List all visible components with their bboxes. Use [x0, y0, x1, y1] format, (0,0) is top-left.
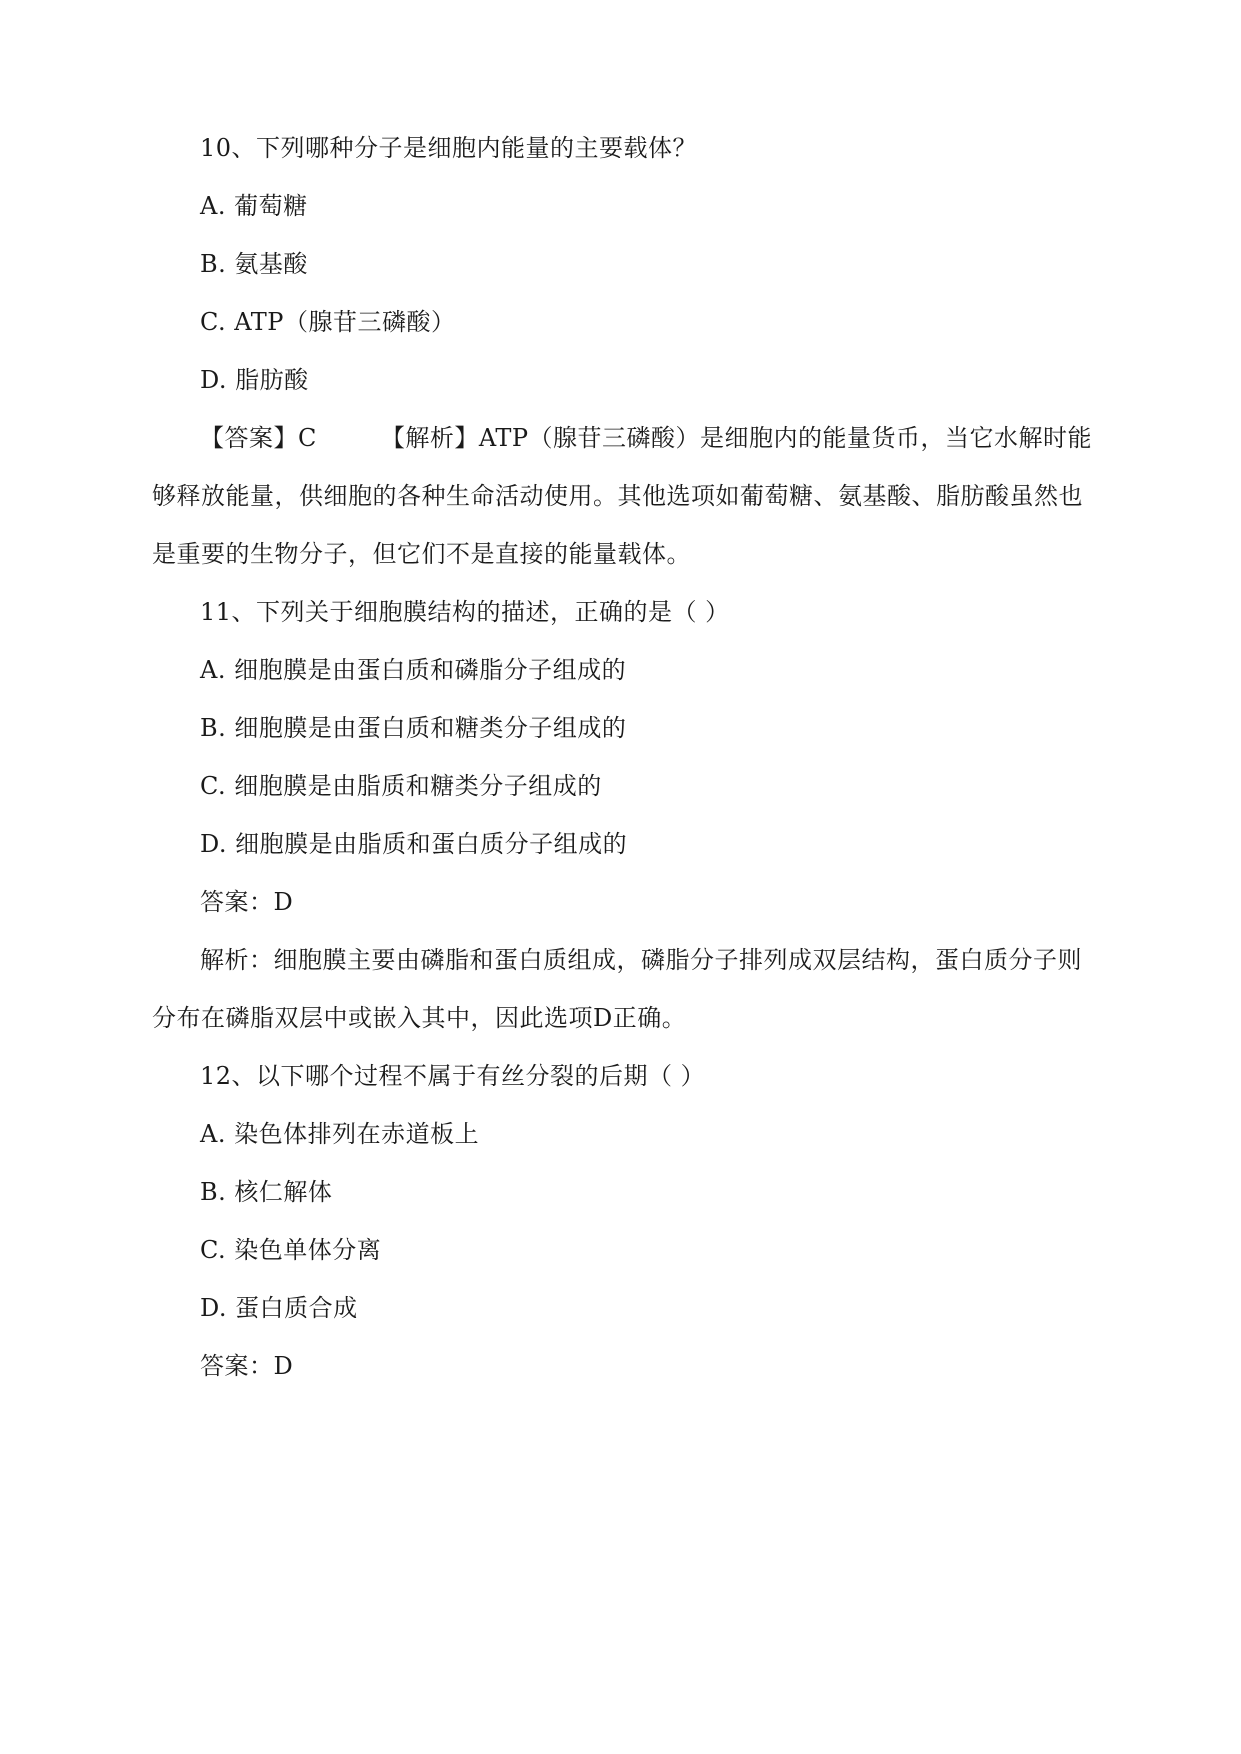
question-11-option-d: D. 细胞膜是由脂质和蛋白质分子组成的 — [200, 830, 628, 858]
question-10-explanation-line-2: 够释放能量，供细胞的各种生命活动使用。其他选项如葡萄糖、氨基酸、脂肪酸虽然也 — [152, 482, 1083, 510]
question-10-stem: 10、下列哪种分子是细胞内能量的主要载体？ — [200, 134, 698, 162]
question-11-explanation-line-1: 解析：细胞膜主要由磷脂和蛋白质组成，磷脂分子排列成双层结构，蛋白质分子则 — [200, 946, 1082, 974]
question-11-option-a: A. 细胞膜是由蛋白质和磷脂分子组成的 — [200, 656, 627, 684]
question-12-answer: 答案：D — [200, 1352, 294, 1380]
question-12-stem: 12、以下哪个过程不属于有丝分裂的后期（ ） — [200, 1062, 706, 1090]
question-10-answer-line — [200, 423, 1092, 453]
question-12-option-a: A. 染色体排列在赤道板上 — [200, 1120, 480, 1148]
question-10-answer: 【答案】C — [200, 424, 317, 452]
question-10-option-c: C. ATP（腺苷三磷酸） — [200, 308, 456, 336]
question-10-option-a: A. 葡萄糖 — [200, 192, 308, 220]
question-12-option-d: D. 蛋白质合成 — [200, 1294, 358, 1322]
question-11-stem: 11、下列关于细胞膜结构的描述，正确的是（ ） — [200, 598, 730, 626]
question-11-option-c: C. 细胞膜是由脂质和糖类分子组成的 — [200, 772, 602, 800]
question-10-explanation-line-3: 是重要的生物分子，但它们不是直接的能量载体。 — [152, 540, 691, 568]
question-10-option-d: D. 脂肪酸 — [200, 366, 309, 394]
question-12-option-c: C. 染色单体分离 — [200, 1236, 382, 1264]
question-10-option-b: B. 氨基酸 — [200, 250, 308, 278]
question-11-answer: 答案：D — [200, 888, 294, 916]
question-11-option-b: B. 细胞膜是由蛋白质和糖类分子组成的 — [200, 714, 627, 742]
question-10-explanation-line-1: 【解析】ATP（腺苷三磷酸）是细胞内的能量货币，当它水解时能 — [380, 424, 1093, 452]
question-11-explanation-line-2: 分布在磷脂双层中或嵌入其中，因此选项D正确。 — [152, 1004, 687, 1032]
question-12-option-b: B. 核仁解体 — [200, 1178, 333, 1206]
